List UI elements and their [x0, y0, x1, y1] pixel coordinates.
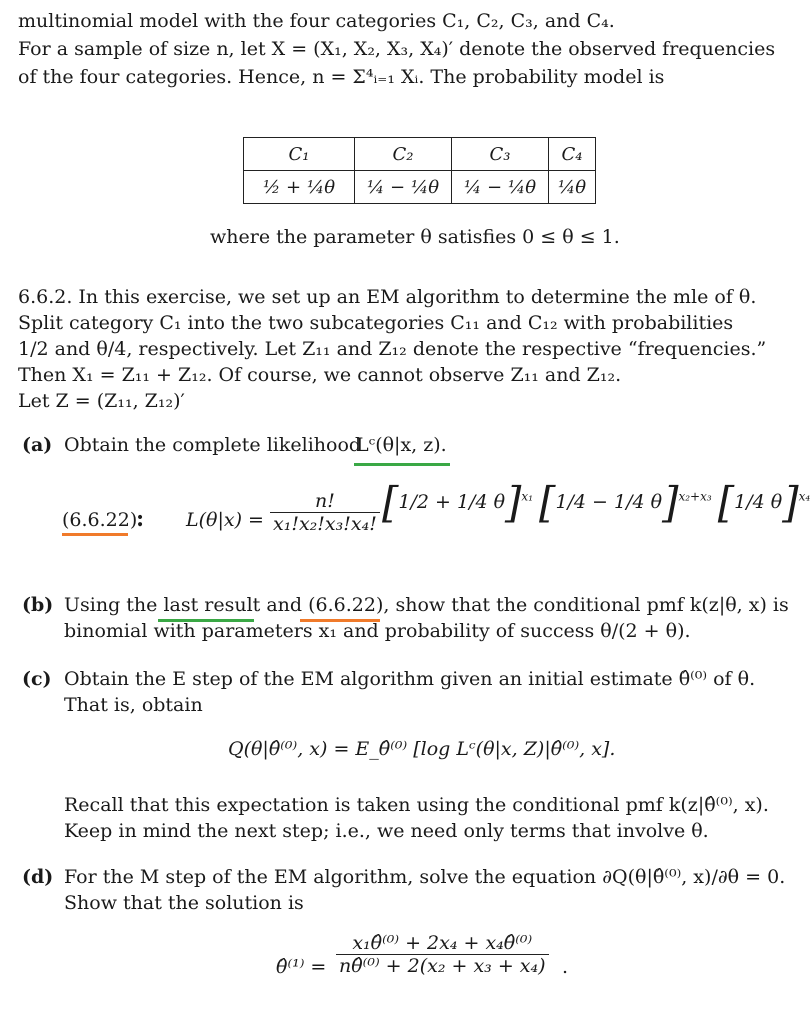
exponent-3: x₄	[798, 489, 811, 504]
m-step-fraction	[336, 932, 549, 977]
part-b-line-2: binomial with parameters x₁ and probability of success θ/(2 + θ).	[64, 620, 691, 642]
table-caption: where the parameter θ satisfies 0 ≤ θ ≤ 1.	[210, 226, 620, 248]
equation-lhs: L(θ|x) =	[186, 509, 264, 531]
part-c-line-1: Obtain the E step of the EM algorithm given an initial estimate θ̂⁽⁰⁾ of θ.	[64, 668, 756, 690]
exponent-1: x₁	[521, 489, 533, 504]
part-c-line-3: Recall that this expectation is taken using the conditional pmf k(z|θ̂⁽⁰⁾, x).	[64, 794, 769, 816]
part-b-text-pre: Using the	[64, 594, 158, 616]
exercise-line-3: 1/2 and θ/4, respectively. Let Z₁₁ and Z₁₂ denote the respective “frequencies.”	[18, 338, 767, 360]
table-cell: ½ + ¼θ	[244, 171, 355, 204]
part-b-label: (b)	[22, 594, 54, 616]
part-c-line-4: Keep in mind the next step; i.e., we need only terms that involve θ.	[64, 820, 709, 842]
table-cell: ¼θ	[549, 171, 596, 204]
intro-line-3: of the four categories. Hence, n = Σ⁴ᵢ₌₁ Xᵢ. The probability model is	[18, 66, 665, 88]
intro-line-1: multinomial model with the four categories C₁, C₂, C₃, and C₄.	[18, 10, 615, 32]
table-cell: ¼ − ¼θ	[452, 171, 549, 204]
equation-tag: (6.6.22)	[62, 509, 138, 531]
part-c-line-2: That is, obtain	[64, 694, 203, 716]
term-3: 1/4 θ	[734, 491, 783, 513]
table-header-cell: C₃	[452, 138, 549, 171]
fraction-numerator: n!	[270, 490, 380, 513]
exponent-2: x₂+x₃	[678, 489, 712, 504]
exercise-line-1: 6.6.2. In this exercise, we set up an EM algorithm to determine the mle of θ.	[18, 286, 757, 308]
e-step-formula: Q(θ|θ̂⁽⁰⁾, x) = E_θ̂⁽⁰⁾ [log Lᶜ(θ|x, Z)|θ̂⁽⁰⁾, x].	[228, 738, 616, 760]
table-header-cell: C₁	[244, 138, 355, 171]
part-b-text-post: , show that the conditional pmf k(z|θ, x) is	[383, 594, 789, 616]
table-cell: ¼ − ¼θ	[355, 171, 452, 204]
part-d-line-1: For the M step of the EM algorithm, solve the equation ∂Q(θ|θ̂⁽⁰⁾, x)/∂θ = 0.	[64, 866, 786, 888]
exercise-line-4: Then X₁ = Z₁₁ + Z₁₂. Of course, we cannot observe Z₁₁ and Z₁₂.	[18, 364, 622, 386]
likelihood-fraction	[270, 490, 380, 535]
part-a-label: (a)	[22, 434, 53, 456]
m-step-numerator: x₁θ̂⁽⁰⁾ + 2x₄ + x₄θ̂⁽⁰⁾	[336, 932, 549, 955]
part-c-label: (c)	[22, 668, 52, 690]
m-step-lhs: θ̂⁽¹⁾ =	[276, 956, 327, 978]
table-header-row	[244, 138, 596, 171]
equation-ref-link[interactable]: (6.6.22)	[308, 594, 384, 616]
table-header-cell: C₄	[549, 138, 596, 171]
part-b-text-mid: and	[266, 594, 303, 616]
exercise-line-2: Split category C₁ into the two subcategories C₁₁ and C₁₂ with probabilities	[18, 312, 734, 334]
equation-colon: :	[136, 506, 145, 532]
orange-underline-tag	[62, 533, 128, 536]
green-underline-a	[354, 463, 450, 466]
exercise-line-5: Let Z = (Z₁₁, Z₁₂)′	[18, 390, 185, 412]
part-d-label: (d)	[22, 866, 54, 888]
part-d-line-2: Show that the solution is	[64, 892, 304, 914]
probability-table	[243, 137, 596, 204]
intro-line-2: For a sample of size n, let X = (X₁, X₂, X₃, X₄)′ denote the observed frequencies	[18, 38, 776, 60]
table-header-cell: C₂	[355, 138, 452, 171]
term-2: 1/4 − 1/4 θ	[555, 491, 663, 513]
last-result-link[interactable]: last result	[163, 594, 261, 616]
m-step-period: .	[562, 956, 569, 978]
part-b-line-1	[64, 594, 789, 616]
part-a-text: Obtain the complete likelihood	[64, 434, 362, 456]
fraction-denominator: x₁!x₂!x₃!x₄!	[273, 513, 377, 535]
term-1: 1/2 + 1/4 θ	[398, 491, 506, 513]
likelihood-terms: [1/2 + 1/4 θ]$^{x_1}$ [1/4 − 1/4 θ]$^{x_2+x_3}$ [1/4 θ]$^{x_4}$	[382, 478, 811, 527]
m-step-denominator: nθ̂⁽⁰⁾ + 2(x₂ + x₃ + x₄)	[339, 955, 546, 977]
table-row	[244, 171, 596, 204]
part-a-expression: Lᶜ(θ|x, z).	[356, 434, 447, 456]
